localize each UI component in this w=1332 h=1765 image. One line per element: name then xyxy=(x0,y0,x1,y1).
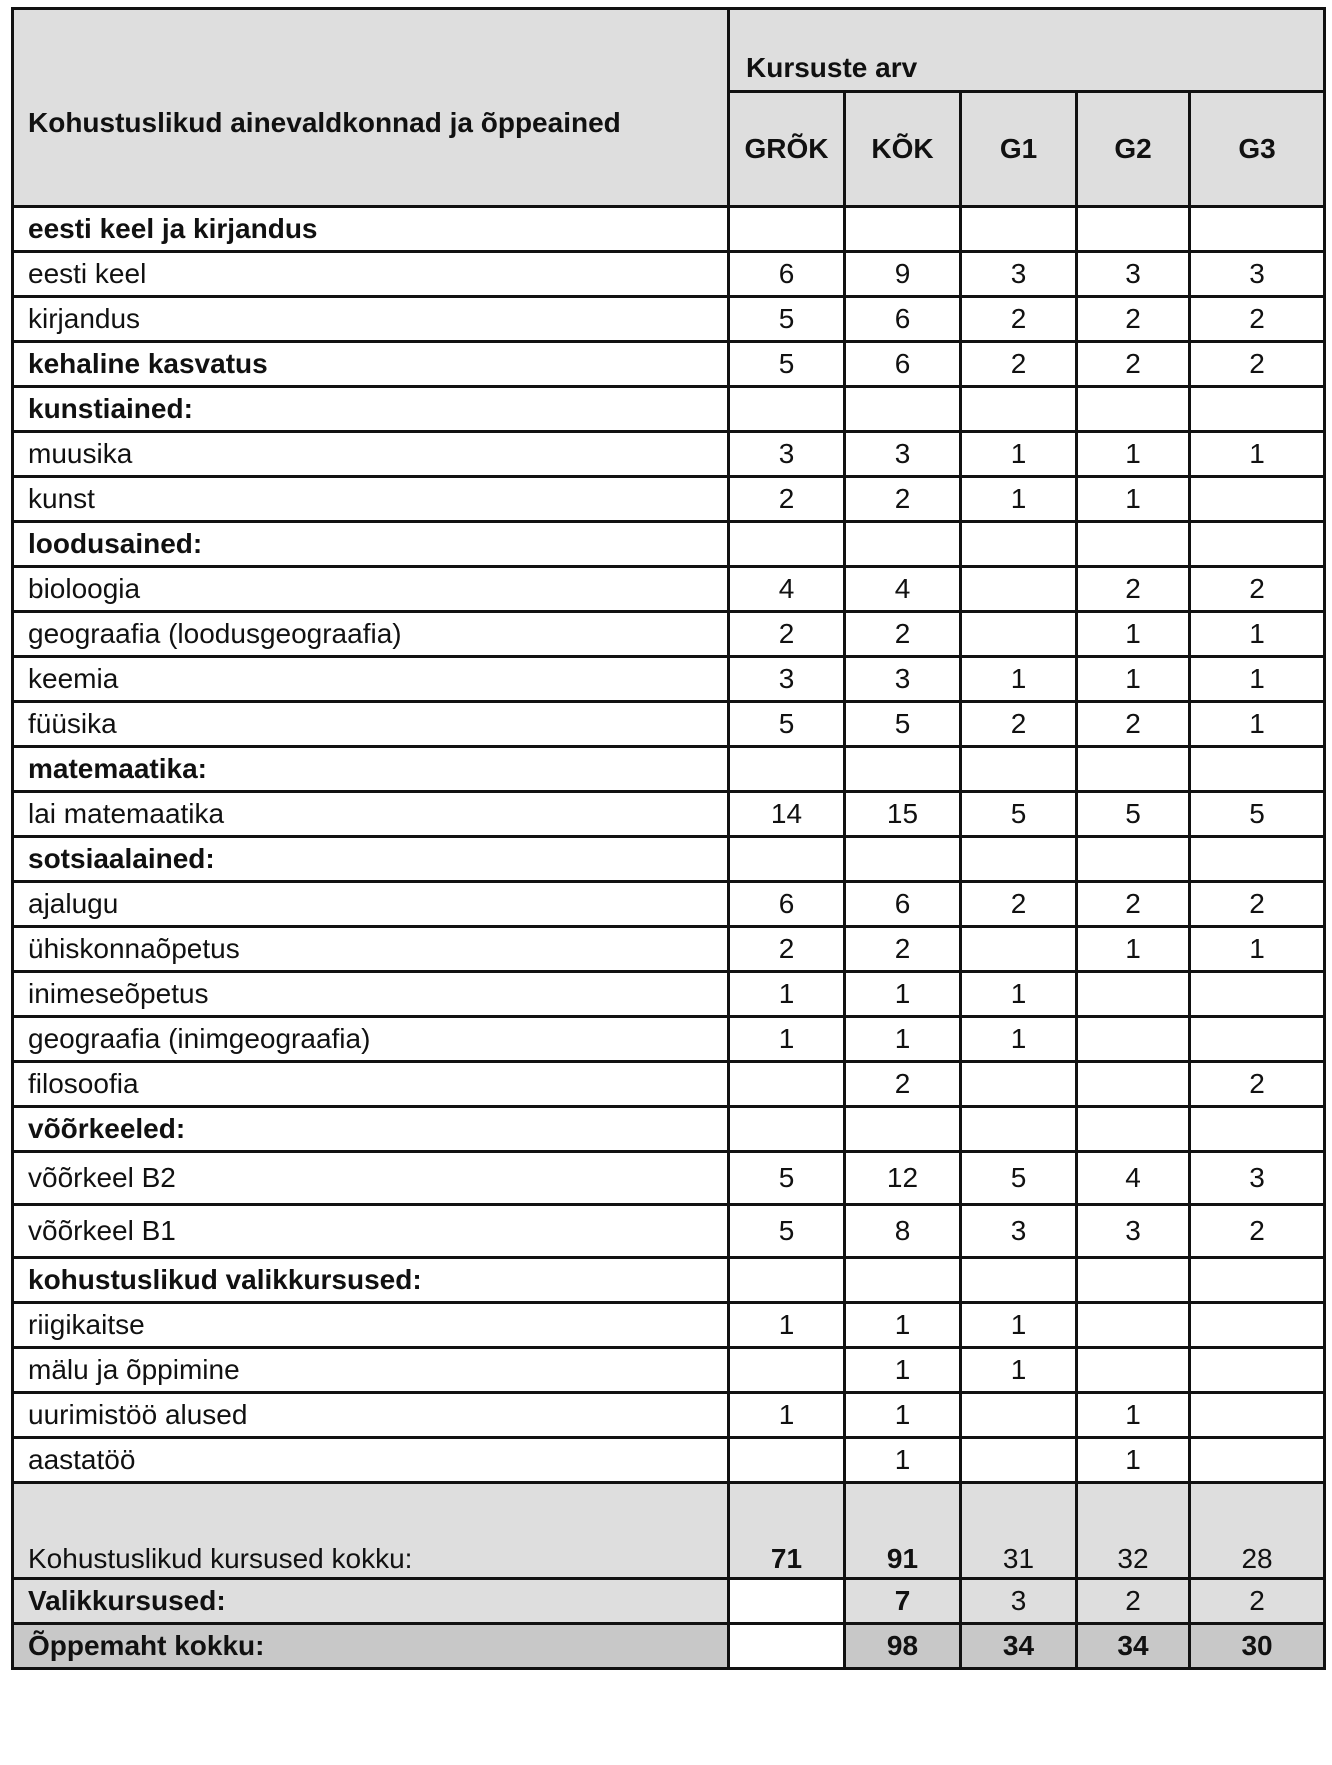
row-label: kirjandus xyxy=(13,297,729,342)
course-count-cell xyxy=(1077,837,1190,882)
course-count-cell xyxy=(845,1258,961,1303)
course-count-cell xyxy=(845,747,961,792)
course-count-cell xyxy=(961,1393,1077,1438)
course-count-cell xyxy=(1077,522,1190,567)
course-count-cell: 1 xyxy=(1190,657,1325,702)
course-count-cell xyxy=(1190,972,1325,1017)
course-count-cell: 2 xyxy=(961,342,1077,387)
course-count-cell: 6 xyxy=(729,252,845,297)
course-count-group-header: Kursuste arv xyxy=(729,9,1325,92)
course-count-cell: 1 xyxy=(961,477,1077,522)
subject-row xyxy=(13,1348,1325,1393)
row-label: kehaline kasvatus xyxy=(13,342,729,387)
course-count-cell: 1 xyxy=(845,1438,961,1483)
column-header-g2: G2 xyxy=(1077,92,1190,207)
course-count-cell: 5 xyxy=(729,342,845,387)
course-count-cell: 3 xyxy=(1077,252,1190,297)
subject-row xyxy=(13,1062,1325,1107)
course-count-cell: 3 xyxy=(1190,252,1325,297)
course-count-cell: 1 xyxy=(1190,927,1325,972)
course-count-cell xyxy=(1077,747,1190,792)
course-count-cell xyxy=(845,207,961,252)
course-count-cell: 1 xyxy=(1077,432,1190,477)
subject-row xyxy=(13,657,1325,702)
column-header-g1: G1 xyxy=(961,92,1077,207)
row-label: kunstiained: xyxy=(13,387,729,432)
course-count-cell xyxy=(1077,972,1190,1017)
course-count-cell xyxy=(845,1107,961,1152)
course-count-cell xyxy=(845,387,961,432)
table-summary xyxy=(13,1483,1325,1669)
summary-cell: 31 xyxy=(961,1483,1077,1579)
category-row xyxy=(13,387,1325,432)
course-count-cell: 2 xyxy=(1077,882,1190,927)
course-count-cell: 1 xyxy=(845,1303,961,1348)
course-count-cell: 2 xyxy=(1077,702,1190,747)
course-count-cell: 2 xyxy=(1077,342,1190,387)
course-count-cell: 1 xyxy=(845,1017,961,1062)
row-label: geograafia (loodusgeograafia) xyxy=(13,612,729,657)
course-count-cell: 2 xyxy=(961,882,1077,927)
course-count-cell: 2 xyxy=(1190,342,1325,387)
course-count-cell: 15 xyxy=(845,792,961,837)
row-label: inimeseõpetus xyxy=(13,972,729,1017)
summary-cell: 98 xyxy=(845,1624,961,1669)
subject-row xyxy=(13,612,1325,657)
column-header-grok: GRÕK xyxy=(729,92,845,207)
summary-row-mandatory-total xyxy=(13,1483,1325,1579)
course-count-cell xyxy=(1077,1017,1190,1062)
course-count-cell xyxy=(729,1258,845,1303)
subject-row xyxy=(13,927,1325,972)
course-count-cell: 6 xyxy=(845,882,961,927)
row-label: füüsika xyxy=(13,702,729,747)
course-count-cell xyxy=(729,522,845,567)
course-count-cell: 5 xyxy=(729,297,845,342)
course-count-cell xyxy=(1190,1303,1325,1348)
course-count-cell: 2 xyxy=(1190,1205,1325,1258)
course-count-cell: 1 xyxy=(961,1303,1077,1348)
course-count-cell: 1 xyxy=(845,1348,961,1393)
course-count-cell xyxy=(961,1438,1077,1483)
course-count-cell: 3 xyxy=(729,432,845,477)
subject-column-header: Kohustuslikud ainevaldkonnad ja õppeained xyxy=(13,9,729,207)
course-count-cell xyxy=(1190,1017,1325,1062)
course-count-cell: 5 xyxy=(729,1152,845,1205)
course-count-cell xyxy=(961,207,1077,252)
course-count-cell: 2 xyxy=(1190,882,1325,927)
subject-row xyxy=(13,972,1325,1017)
row-label: uurimistöö alused xyxy=(13,1393,729,1438)
course-count-cell xyxy=(729,837,845,882)
row-label: eesti keel ja kirjandus xyxy=(13,207,729,252)
subject-row xyxy=(13,1303,1325,1348)
course-count-cell xyxy=(1190,1107,1325,1152)
row-label: kohustuslikud valikkursused: xyxy=(13,1258,729,1303)
course-count-cell xyxy=(961,387,1077,432)
course-count-cell: 1 xyxy=(729,1017,845,1062)
course-count-cell xyxy=(1077,387,1190,432)
category-row xyxy=(13,1258,1325,1303)
row-label: eesti keel xyxy=(13,252,729,297)
course-count-cell: 5 xyxy=(1077,792,1190,837)
summary-cell: 32 xyxy=(1077,1483,1190,1579)
summary-cell: 30 xyxy=(1190,1624,1325,1669)
course-count-cell xyxy=(1077,1258,1190,1303)
course-count-cell: 2 xyxy=(729,612,845,657)
course-count-cell xyxy=(1190,207,1325,252)
course-count-cell xyxy=(729,747,845,792)
course-count-cell xyxy=(1190,1348,1325,1393)
row-label: mälu ja õppimine xyxy=(13,1348,729,1393)
course-count-cell xyxy=(961,522,1077,567)
course-count-cell: 1 xyxy=(845,1393,961,1438)
row-label: lai matemaatika xyxy=(13,792,729,837)
course-count-cell: 1 xyxy=(1077,657,1190,702)
table-header xyxy=(13,9,1325,207)
course-count-cell: 8 xyxy=(845,1205,961,1258)
row-label: loodusained: xyxy=(13,522,729,567)
course-count-cell: 14 xyxy=(729,792,845,837)
course-count-cell xyxy=(1077,1107,1190,1152)
course-count-cell: 3 xyxy=(1190,1152,1325,1205)
row-label: ühiskonnaõpetus xyxy=(13,927,729,972)
category-row xyxy=(13,207,1325,252)
course-count-cell: 3 xyxy=(729,657,845,702)
course-count-cell: 2 xyxy=(961,702,1077,747)
course-count-cell: 6 xyxy=(845,297,961,342)
course-count-cell: 3 xyxy=(961,1205,1077,1258)
subject-row xyxy=(13,1017,1325,1062)
course-count-cell: 1 xyxy=(961,432,1077,477)
course-count-cell: 12 xyxy=(845,1152,961,1205)
course-count-cell: 1 xyxy=(1077,1438,1190,1483)
subject-row xyxy=(13,1393,1325,1438)
course-count-cell: 9 xyxy=(845,252,961,297)
subject-row xyxy=(13,477,1325,522)
row-label: bioloogia xyxy=(13,567,729,612)
subject-row xyxy=(13,567,1325,612)
course-count-cell: 4 xyxy=(845,567,961,612)
summary-row-electives xyxy=(13,1579,1325,1624)
course-count-cell: 5 xyxy=(845,702,961,747)
course-count-cell xyxy=(729,1438,845,1483)
course-count-cell: 1 xyxy=(961,1017,1077,1062)
course-count-cell: 3 xyxy=(961,252,1077,297)
course-count-cell xyxy=(961,567,1077,612)
course-count-cell: 1 xyxy=(1077,477,1190,522)
course-count-cell xyxy=(1190,1258,1325,1303)
course-count-cell: 1 xyxy=(1190,612,1325,657)
course-count-cell xyxy=(1190,747,1325,792)
course-count-cell: 2 xyxy=(1190,567,1325,612)
course-count-cell: 6 xyxy=(845,342,961,387)
course-count-cell xyxy=(961,1062,1077,1107)
summary-cell xyxy=(729,1579,845,1624)
subject-row xyxy=(13,1438,1325,1483)
course-count-cell xyxy=(1190,387,1325,432)
summary-cell: 2 xyxy=(1190,1579,1325,1624)
course-count-cell: 3 xyxy=(845,432,961,477)
row-label: filosoofia xyxy=(13,1062,729,1107)
course-count-cell: 1 xyxy=(845,972,961,1017)
category-row xyxy=(13,837,1325,882)
row-label: keemia xyxy=(13,657,729,702)
summary-cell: 91 xyxy=(845,1483,961,1579)
column-header-kok: KÕK xyxy=(845,92,961,207)
course-count-cell: 5 xyxy=(729,702,845,747)
course-count-cell: 6 xyxy=(729,882,845,927)
subject-row xyxy=(13,432,1325,477)
course-count-cell xyxy=(729,1348,845,1393)
course-count-cell: 1 xyxy=(729,1393,845,1438)
course-count-cell: 1 xyxy=(1077,612,1190,657)
course-count-cell: 2 xyxy=(1190,297,1325,342)
row-label: sotsiaalained: xyxy=(13,837,729,882)
course-count-cell: 2 xyxy=(1077,297,1190,342)
course-count-cell xyxy=(729,387,845,432)
row-label: ajalugu xyxy=(13,882,729,927)
course-count-cell: 2 xyxy=(729,477,845,522)
course-count-cell: 4 xyxy=(1077,1152,1190,1205)
row-label: võõrkeel B1 xyxy=(13,1205,729,1258)
course-count-cell xyxy=(1077,1062,1190,1107)
summary-cell: 7 xyxy=(845,1579,961,1624)
course-count-cell: 2 xyxy=(729,927,845,972)
course-count-cell: 2 xyxy=(845,612,961,657)
subject-row xyxy=(13,702,1325,747)
course-count-cell: 5 xyxy=(961,1152,1077,1205)
course-count-cell: 1 xyxy=(729,1303,845,1348)
course-count-cell: 4 xyxy=(729,567,845,612)
row-label: muusika xyxy=(13,432,729,477)
course-count-cell xyxy=(961,1258,1077,1303)
summary-cell: 34 xyxy=(961,1624,1077,1669)
course-count-cell: 2 xyxy=(1190,1062,1325,1107)
row-label: võõrkeeled: xyxy=(13,1107,729,1152)
course-count-cell: 1 xyxy=(1077,1393,1190,1438)
subject-row xyxy=(13,882,1325,927)
curriculum-table xyxy=(11,7,1326,1670)
category-row xyxy=(13,1107,1325,1152)
subject-row xyxy=(13,792,1325,837)
row-label: kunst xyxy=(13,477,729,522)
row-label: geograafia (inimgeograafia) xyxy=(13,1017,729,1062)
subject-row xyxy=(13,297,1325,342)
course-count-cell: 5 xyxy=(961,792,1077,837)
course-count-cell: 1 xyxy=(1077,927,1190,972)
row-label: Valikkursused: xyxy=(13,1579,729,1624)
row-label: aastatöö xyxy=(13,1438,729,1483)
course-count-cell xyxy=(961,747,1077,792)
course-count-cell xyxy=(1077,207,1190,252)
course-count-cell: 1 xyxy=(729,972,845,1017)
course-count-cell: 2 xyxy=(845,477,961,522)
table-body xyxy=(13,207,1325,1483)
row-label: matemaatika: xyxy=(13,747,729,792)
summary-cell: 3 xyxy=(961,1579,1077,1624)
course-count-cell xyxy=(845,522,961,567)
subject-row xyxy=(13,1205,1325,1258)
summary-cell: 2 xyxy=(1077,1579,1190,1624)
row-label: riigikaitse xyxy=(13,1303,729,1348)
course-count-cell xyxy=(961,1107,1077,1152)
course-count-cell xyxy=(961,837,1077,882)
course-count-cell: 2 xyxy=(845,927,961,972)
course-count-cell xyxy=(1077,1348,1190,1393)
category-row xyxy=(13,342,1325,387)
course-count-cell xyxy=(961,612,1077,657)
summary-cell: 34 xyxy=(1077,1624,1190,1669)
row-label: Õppemaht kokku: xyxy=(13,1624,729,1669)
course-count-cell xyxy=(1190,477,1325,522)
course-count-cell xyxy=(1077,1303,1190,1348)
course-count-cell xyxy=(961,927,1077,972)
subject-row xyxy=(13,252,1325,297)
course-count-cell: 2 xyxy=(961,297,1077,342)
course-count-cell xyxy=(1190,522,1325,567)
category-row xyxy=(13,522,1325,567)
course-count-cell: 3 xyxy=(1077,1205,1190,1258)
summary-cell: 28 xyxy=(1190,1483,1325,1579)
course-count-cell: 5 xyxy=(729,1205,845,1258)
course-count-cell xyxy=(1190,1393,1325,1438)
course-count-cell xyxy=(845,837,961,882)
column-header-g3: G3 xyxy=(1190,92,1325,207)
course-count-cell: 1 xyxy=(961,1348,1077,1393)
course-count-cell xyxy=(1190,837,1325,882)
summary-cell: 71 xyxy=(729,1483,845,1579)
curriculum-table-wrapper xyxy=(11,7,1326,1670)
row-label: võõrkeel B2 xyxy=(13,1152,729,1205)
row-label: Kohustuslikud kursused kokku: xyxy=(13,1483,729,1579)
course-count-cell xyxy=(729,1062,845,1107)
course-count-cell: 1 xyxy=(1190,432,1325,477)
course-count-cell xyxy=(1190,1438,1325,1483)
summary-row-grand-total xyxy=(13,1624,1325,1669)
category-row xyxy=(13,747,1325,792)
course-count-cell: 1 xyxy=(961,657,1077,702)
course-count-cell: 1 xyxy=(961,972,1077,1017)
course-count-cell: 5 xyxy=(1190,792,1325,837)
course-count-cell: 3 xyxy=(845,657,961,702)
course-count-cell xyxy=(729,1107,845,1152)
summary-cell xyxy=(729,1624,845,1669)
course-count-cell xyxy=(729,207,845,252)
course-count-cell: 2 xyxy=(1077,567,1190,612)
subject-row xyxy=(13,1152,1325,1205)
course-count-cell: 2 xyxy=(845,1062,961,1107)
course-count-cell: 1 xyxy=(1190,702,1325,747)
